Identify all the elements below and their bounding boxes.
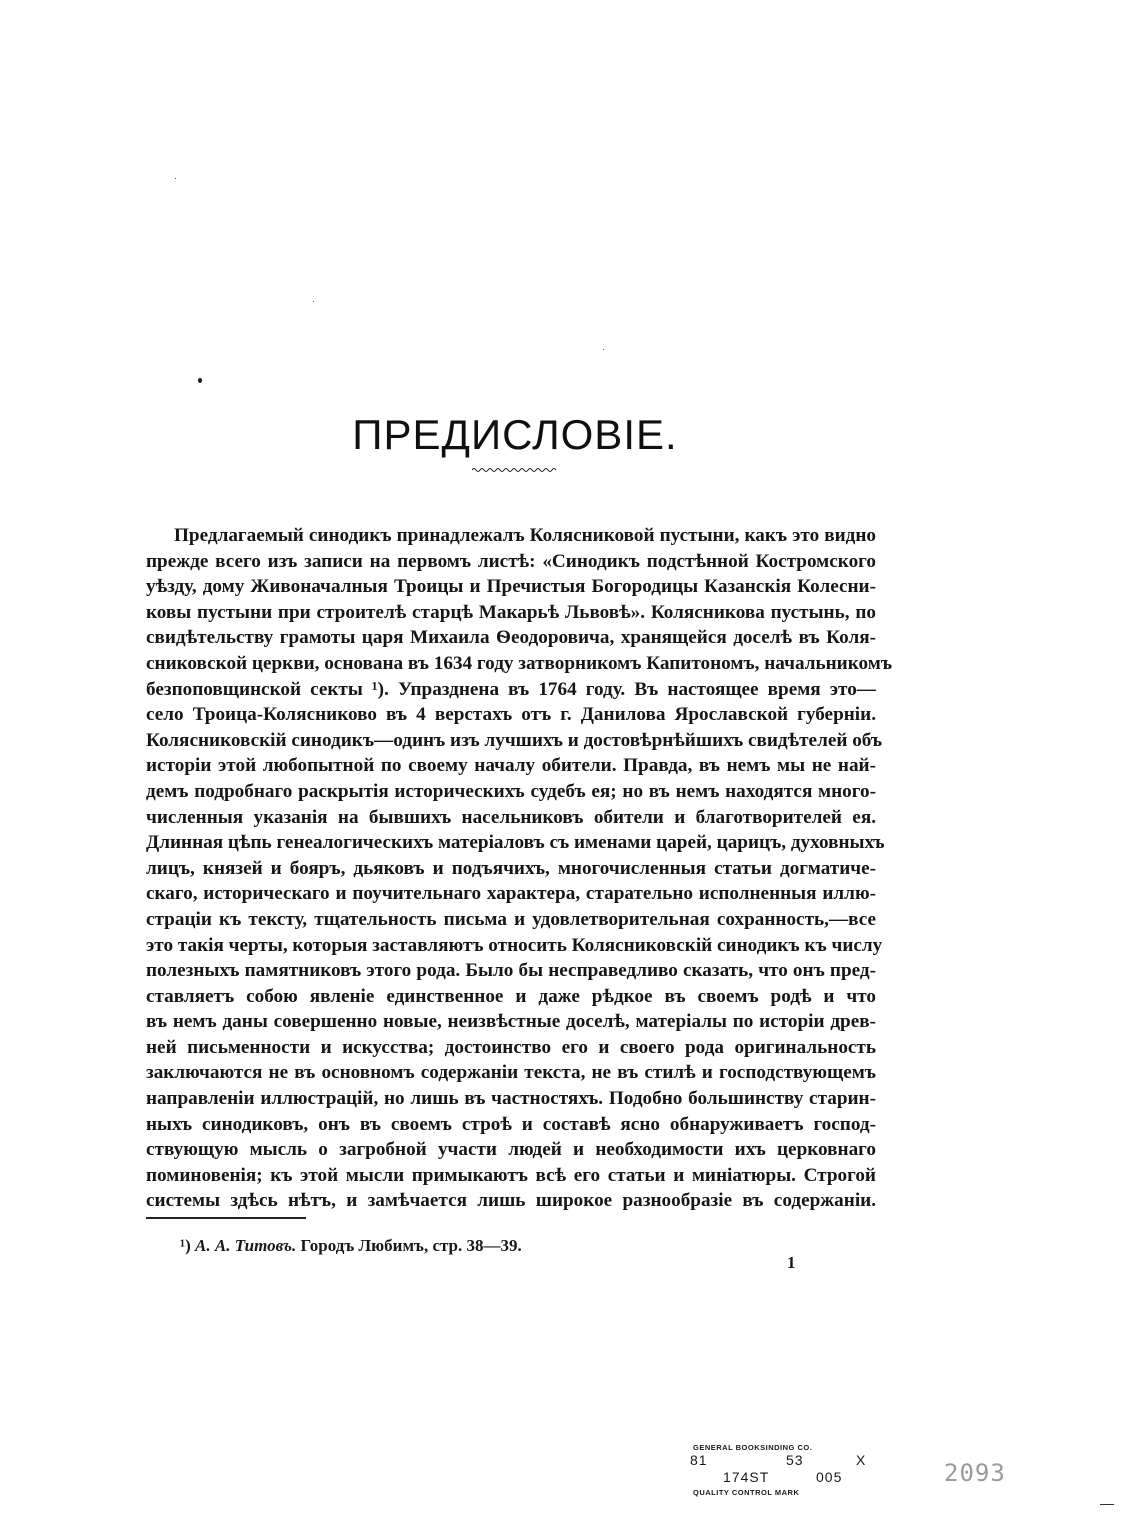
page-title: ПРЕДИСЛОВIЕ. xyxy=(352,411,678,459)
speck xyxy=(175,178,176,179)
preface-body xyxy=(146,523,893,1214)
footnote-marker: ¹) xyxy=(180,1236,191,1255)
body-line: село Троица-Колясниково въ 4 верстахъ отъ г. Данилова Ярославской губернiи. xyxy=(146,704,876,726)
binding-code-a: 81 xyxy=(690,1452,708,1468)
body-line: страцiи къ тексту, тщательность письма и удовлетворительная сохранность,—все xyxy=(146,908,876,930)
binding-code-e: 005 xyxy=(816,1469,843,1485)
body-line: ныхъ синодиковъ, онъ въ своемъ строѣ и составѣ ясно обнаруживаетъ господ- xyxy=(146,1113,876,1135)
binding-code-c: X xyxy=(856,1452,867,1468)
body-line: Колясниковскiй синодикъ—одинъ изъ лучшихъ и достовѣрнѣйшихъ свидѣтелей объ xyxy=(146,729,883,751)
body-line: ковы пустыни при строителѣ старцѣ Макарьѣ Львовѣ». Колясникова пустынь, по xyxy=(146,601,876,623)
body-line: Предлагаемый синодикъ принадлежалъ Колясниковой пустыни, какъ это видно xyxy=(174,525,876,546)
speck xyxy=(198,378,202,383)
body-line: уѣзду, дому Живоначалныя Троицы и Пречистыя Богородицы Казанскія Колесни- xyxy=(146,576,876,598)
footnote-text: Городъ Любимъ, стр. 38—39. xyxy=(300,1236,522,1255)
body-line: безпоповщинской секты ¹). Упразднена въ 1764 году. Въ настоящее время это— xyxy=(146,678,876,700)
body-line: системы здѣсь нѣтъ, и замѣчается лишь широкое разнообразiе въ содержанiи. xyxy=(146,1190,876,1212)
body-line: это такiя черты, которыя заставляютъ относить Колясниковскiй синодикъ къ числу xyxy=(146,934,883,956)
faint-stamp-number: 2093 xyxy=(944,1459,1006,1487)
body-line: сниковской церкви, основана въ 1634 году затворникомъ Капитономъ, начальникомъ xyxy=(146,652,893,674)
page-number: 1 xyxy=(787,1253,796,1272)
speck xyxy=(313,301,314,302)
footnote-rule xyxy=(146,1217,306,1219)
binding-company: GENERAL BOOKSINDING CO. xyxy=(693,1443,813,1452)
body-line: ствующую мысль о загробной участи людей и необходимости ихъ церковнаго xyxy=(146,1139,876,1161)
binding-quality: QUALITY CONTROL MARK xyxy=(693,1488,800,1497)
body-line: направленiи иллюстрацiй, но лишь въ частностяхъ. Подобно большинству старин- xyxy=(146,1088,876,1110)
body-line: поминовенiя; къ этой мысли примыкаютъ всѣ его статьи и миніатюры. Строгой xyxy=(146,1164,876,1186)
body-line: Длинная цѣпь генеалогическихъ матерiаловъ съ именами царей, царицъ, духовныхъ xyxy=(146,832,885,854)
body-line: демъ подробнаго раскрытiя историческихъ судебъ ея; но въ немъ находятся много- xyxy=(146,780,876,802)
title-ornament xyxy=(472,466,558,474)
body-line: заключаются не въ основномъ содержанiи текста, не въ стилѣ и господствующемъ xyxy=(146,1062,876,1084)
body-line: скаго, историческаго и поучительнаго характера, старательно исполненныя иллю- xyxy=(146,883,876,905)
footnote-author: А. А. Титовъ. xyxy=(195,1236,297,1255)
body-line: свидѣтельству грамоты царя Михаила Ѳеодоровича, хранящейся доселѣ въ Коля- xyxy=(146,627,876,649)
body-line: численныя указанiя на бывшихъ насельниковъ обители и благотворителей ея. xyxy=(146,806,876,828)
edge-mark xyxy=(1100,1504,1114,1505)
body-line: лицъ, князей и бояръ, дьяковъ и подъячихъ, многочисленныя статьи догматиче- xyxy=(146,857,876,879)
body-line: ставляетъ собою явленiе единственное и даже рѣдкое въ своемъ родѣ и что xyxy=(146,985,876,1007)
binding-code-d: 174ST xyxy=(723,1469,770,1485)
body-line: исторiи этой любопытной по своему началу обители. Правда, въ немъ мы не най- xyxy=(146,755,876,777)
body-line: въ немъ даны совершенно новые, неизвѣстные доселѣ, матерiалы по исторiи древ- xyxy=(146,1011,876,1033)
footnote xyxy=(180,1236,522,1256)
body-line: прежде всего изъ записи на первомъ листѣ: «Синодикъ подстѣнной Костромского xyxy=(146,550,876,572)
binding-code-b: 53 xyxy=(786,1452,804,1468)
speck xyxy=(603,349,604,350)
body-line: ней письменности и искусства; достоинство его и своего рода оригинальность xyxy=(146,1036,876,1058)
body-line: полезныхъ памятниковъ этого рода. Было бы несправедливо сказать, что онъ пред- xyxy=(146,960,876,982)
